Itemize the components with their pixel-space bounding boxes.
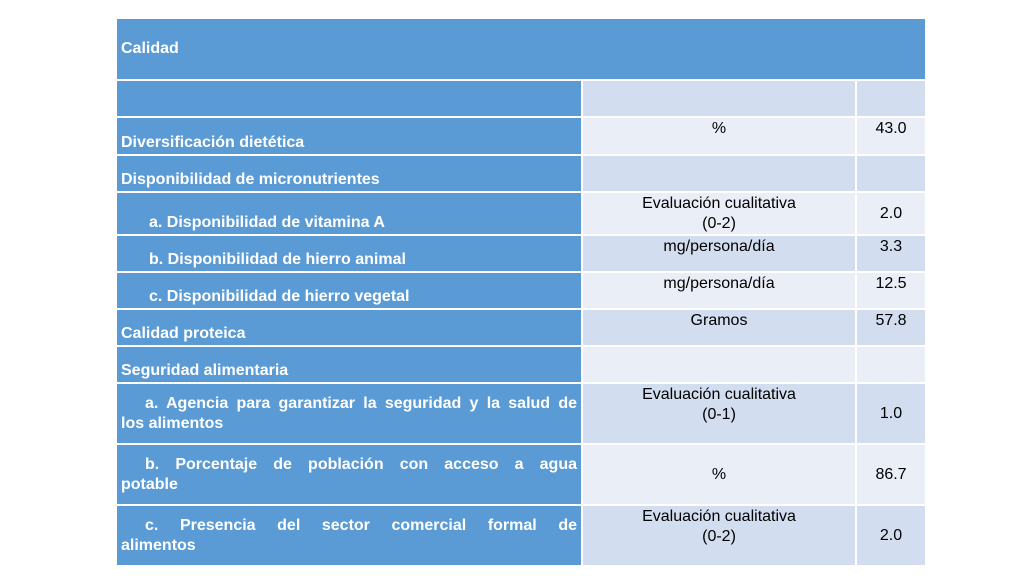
row-unit-line: Evaluación cualitativa (642, 195, 796, 212)
table-row (116, 505, 926, 566)
table-header-row (116, 18, 926, 80)
row-unit-line: (0-2) (702, 528, 736, 545)
row-label (116, 444, 582, 505)
row-unit (582, 192, 856, 235)
row-label-line: b. Porcentaje de población con acceso a agua (145, 455, 577, 473)
row-label-line: los alimentos (121, 414, 224, 432)
table-row (116, 117, 926, 155)
row-label (116, 383, 582, 444)
row-unit: % (582, 117, 856, 155)
row-label: a. Disponibilidad de vitamina A (116, 192, 582, 235)
row-value (856, 346, 926, 383)
row-label-line: a. Agencia para garantizar la seguridad y la salud de (145, 394, 577, 412)
row-label: c. Disponibilidad de hierro vegetal (116, 272, 582, 309)
row-unit-line: (0-1) (702, 406, 736, 423)
row-value (856, 155, 926, 192)
table-row (116, 346, 926, 383)
row-value: 57.8 (856, 309, 926, 346)
row-unit (582, 155, 856, 192)
row-unit (582, 346, 856, 383)
row-unit-line: Evaluación cualitativa (642, 386, 796, 403)
row-label-line: alimentos (121, 536, 196, 554)
row-label-line: potable (121, 475, 178, 493)
row-unit-line: (0-2) (702, 215, 736, 232)
row-unit (582, 505, 856, 566)
row-value: 2.0 (856, 505, 926, 566)
row-unit: % (582, 444, 856, 505)
table-row (116, 235, 926, 272)
row-unit: mg/persona/día (582, 235, 856, 272)
row-value: 86.7 (856, 444, 926, 505)
row-label: Calidad proteica (116, 309, 582, 346)
row-unit: mg/persona/día (582, 272, 856, 309)
row-unit: Gramos (582, 309, 856, 346)
table-header: Calidad (116, 18, 926, 80)
row-value (856, 80, 926, 117)
row-label: Seguridad alimentaria (116, 346, 582, 383)
row-value: 12.5 (856, 272, 926, 309)
row-value: 1.0 (856, 383, 926, 444)
row-unit (582, 383, 856, 444)
row-unit (582, 80, 856, 117)
table-row (116, 192, 926, 235)
row-label: Disponibilidad de micronutrientes (116, 155, 582, 192)
quality-table (115, 17, 927, 567)
table-row (116, 155, 926, 192)
row-label: Diversificación dietética (116, 117, 582, 155)
row-unit-line: Evaluación cualitativa (642, 508, 796, 525)
table-row (116, 383, 926, 444)
row-label: b. Disponibilidad de hierro animal (116, 235, 582, 272)
row-value: 3.3 (856, 235, 926, 272)
row-label (116, 80, 582, 117)
table-row (116, 309, 926, 346)
table-row (116, 272, 926, 309)
table-row (116, 80, 926, 117)
row-label-line: c. Presencia del sector comercial formal de (145, 516, 577, 534)
row-label (116, 505, 582, 566)
row-value: 2.0 (856, 192, 926, 235)
row-value: 43.0 (856, 117, 926, 155)
table-row (116, 444, 926, 505)
